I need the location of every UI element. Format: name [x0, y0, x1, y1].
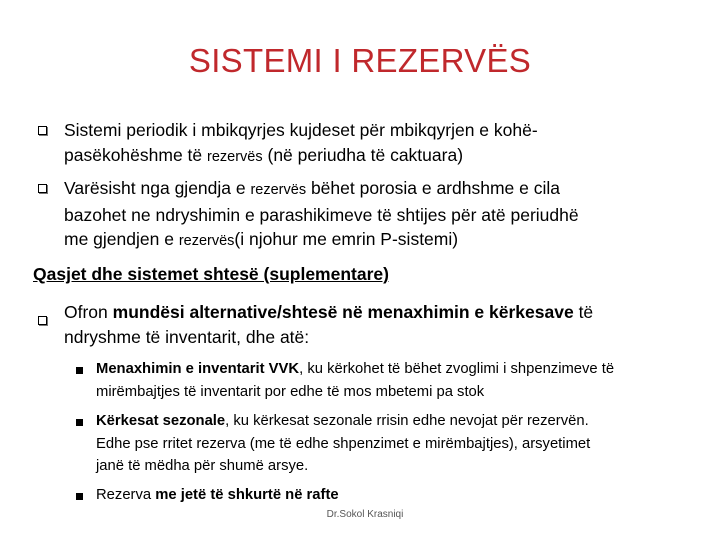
checkbox-bullet-icon	[38, 126, 47, 135]
bullet-1-line-1: Sistemi periodik i mbikqyrjes kujdeset për mbikqyrjen e kohë-	[64, 120, 538, 140]
section-heading: Qasjet dhe sistemet shtesë (suplementare)	[33, 264, 389, 284]
square-bullet-icon	[76, 493, 83, 500]
checkbox-bullet-icon	[38, 184, 47, 193]
sub-bullet-3	[96, 484, 706, 507]
bullet-3-line-2: ndryshme të inventarit, dhe atë:	[64, 326, 310, 347]
sub-bullet-1-line-1: Menaxhimin e inventarit VVK, ku kërkohet të bëhet zvoglimi i shpenzimeve të	[96, 361, 615, 377]
sub-bullet-1	[96, 358, 706, 403]
sub-bullet-2-line-2: Edhe pse rritet rezerva (me të edhe shpenzimet e mirëmbajtjes), arsyetimet	[96, 435, 591, 452]
bullet-3-line-1: Ofron mundësi alternative/shtesë në menaxhimin e kërkesave të	[64, 302, 594, 322]
sub-bullet-2	[96, 410, 706, 478]
slide-title: SISTEMI I REZERVËS	[188, 42, 532, 79]
square-bullet-icon	[76, 419, 83, 426]
sub-bullet-2-line-3: janë të mëdha për shumë arsye.	[96, 458, 309, 474]
sub-bullet-1-line-2: mirëmbajtjes të inventarit por edhe të mos mbetemi pa stok	[96, 383, 485, 400]
checkbox-bullet-icon	[38, 316, 47, 325]
sub-bullet-2-line-1: Kërkesat sezonale, ku kërkesat sezonale rrisin edhe nevojat për rezervën.	[96, 413, 589, 429]
square-bullet-icon	[76, 367, 83, 374]
footer-author: Dr.Sokol Krasniqi	[326, 509, 404, 520]
bullet-item-1	[64, 118, 704, 169]
bullet-item-3	[64, 300, 709, 349]
bullet-2-line-1: Varësisht nga gjendja e rezervës bëhet porosia e ardhshme e cila	[64, 178, 560, 198]
sub-bullet-3-line-1: Rezerva me jetë të shkurtë në rafte	[96, 487, 339, 503]
bullet-1-line-2: pasëkohëshme të rezervës (në periudha të caktuara)	[64, 144, 464, 165]
bullet-item-2	[64, 176, 704, 254]
bullet-2-line-3: me gjendjen e rezervës(i njohur me emrin P-sistemi)	[64, 229, 459, 249]
bullet-2-line-2: bazohet ne ndryshimin e parashikimeve të shtijes për atë periudhë	[64, 204, 579, 225]
